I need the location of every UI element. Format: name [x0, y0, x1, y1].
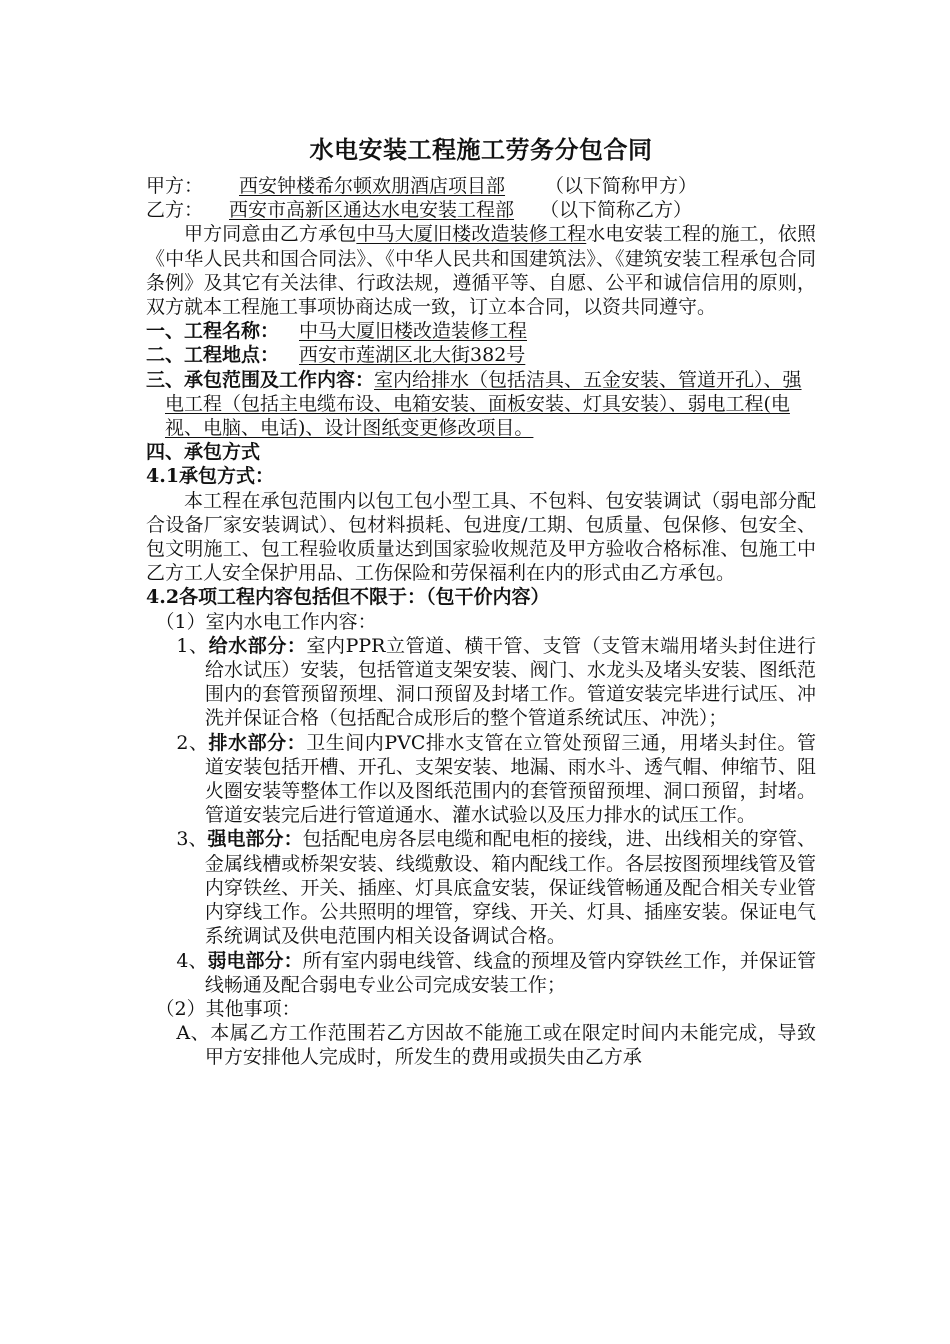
item-1-text: 室内PPR立管道、横干管、支管（支管末端用堵头封住进行给水试压）安装，包括管道支架安装、阀门、水龙头及堵头安装、图纸范围内的套管预留预埋、洞口预留及封堵工作。管道安装完毕进行试压、冲洗并保证合格（包括配合成形后的整个管道系统试压、冲洗）；: [204, 634, 816, 730]
section-2-line: [146, 343, 816, 367]
item-1-head: 给水部分：: [208, 634, 307, 657]
contract-page: [146, 128, 816, 1070]
item-2-head: 排水部分：: [208, 731, 307, 754]
party-a-name: 西安钟楼希尔顿欢朋酒店项目部: [239, 175, 506, 197]
party-b-name-underline: [203, 199, 540, 221]
item-drainage: [146, 731, 816, 828]
section-2-label: 二、工程地点：: [146, 344, 280, 367]
item-1-num: 1、: [176, 634, 209, 657]
section-3: [146, 368, 816, 441]
item-4-text: 所有室内弱电线管、线盒的预埋及管内穿铁丝工作，并保证管线畅通及配合弱电专业公司完成安装工作；: [204, 949, 816, 996]
section-4-heading: 四、承包方式: [146, 441, 261, 464]
section-4-2-heading: 4.2各项工程内容包括但不限于：（包干价内容）: [146, 586, 550, 609]
item-a-num: A、: [176, 1022, 211, 1045]
item-water-supply: [146, 634, 816, 731]
party-a-label: 甲方：: [146, 175, 204, 197]
section-3-value: 室内给排水（包括洁具、五金安装、管道开孔）、强电工程（包括主电缆布设、电箱安装、面板安装、灯具安装）、弱电工程(电视、电脑、电话)、设计图纸变更修改项目。: [165, 368, 802, 440]
party-b-suffix: （以下简称乙方）: [540, 199, 693, 222]
section-1-value: 中马大厦旧楼改造装修工程: [299, 320, 528, 343]
intro-project: 中马大厦旧楼改造装修工程: [356, 223, 587, 246]
item-2-text: 卫生间内PVC排水支管在立管处预留三通，用堵头封住。管道安装包括开槽、开孔、支架安装、地漏、雨水斗、透气帽、伸缩节、阻火圈安装等整体工作以及图纸范围内的套管预留预埋、洞口预留，封堵。管道安装完后进行管道通水、灌水试验以及压力排水的试压工作。: [204, 731, 816, 827]
subsection-1-heading: （1）室内水电工作内容：: [155, 610, 377, 633]
item-3-head: 强电部分：: [207, 828, 303, 851]
section-1-line: [146, 319, 816, 343]
section-2-value-underline: [279, 344, 591, 366]
party-a-line: [146, 174, 816, 198]
section-1-value-underline: [279, 320, 571, 342]
item-weak-current: [146, 949, 816, 997]
party-b-label: 乙方：: [146, 199, 204, 222]
section-3-label: 三、承包范围及工作内容：: [146, 368, 375, 391]
party-b-name: 西安市高新区通达水电安装工程部: [229, 199, 515, 222]
section-4-1-heading: 4.1承包方式：: [146, 465, 275, 488]
item-3-text: 包括配电房各层电缆和配电柜的接线，进、出线相关的穿管、金属线槽或桥架安装、线缆敷设、箱内配线工作。各层按图预埋线管及管内穿铁丝、开关、插座、灯具底盒安装，保证线管畅通及配合相关专业管内穿线工作。公共照明的埋管，穿线、开关、灯具、插座安装。保证电气系统调试及供电范围内相关设备调试合格。: [204, 828, 816, 948]
item-2-num: 2、: [176, 731, 209, 754]
section-2-value: 西安市莲湖区北大街382号: [299, 344, 526, 367]
intro-post: 水电安装工程的施工，依照《中华人民共和国合同法》、《中华人民共和国建筑法》、《建筑安装工程承包合同条例》及其它有关法律、行政法规，遵循平等、自愿、公平和诚信信用的原则，双方就本工程施工事项协商达成一致，订立本合同，以资共同遵守。: [146, 223, 816, 319]
party-b-line: [146, 198, 816, 222]
item-3-num: 3、: [176, 828, 208, 851]
item-a: [146, 1021, 816, 1069]
item-4-head: 弱电部分：: [207, 949, 303, 972]
item-4-num: 4、: [176, 949, 208, 972]
subsection-2-heading: （2）其他事项：: [155, 997, 301, 1020]
item-strong-current: [146, 827, 816, 948]
section-4-1-text: 本工程在承包范围内以包工包小型工具、不包料、包安装调试（弱电部分配合设备厂家安装调试）、包材料损耗、包进度/工期、包质量、包保修、包安全、包文明施工、包工程验收质量达到国家验收规范及甲方验收合格标准、包施工中乙方工人安全保护用品、工伤保险和劳保福利在内的形式由乙方承包。: [146, 489, 816, 585]
party-a-suffix: （以下简称甲方）: [545, 175, 698, 197]
section-1-label: 一、工程名称：: [146, 320, 280, 343]
party-a-name-underline: [203, 175, 545, 197]
intro-paragraph: [146, 222, 816, 319]
document-title: 水电安装工程施工劳务分包合同: [309, 135, 653, 164]
intro-pre: 甲方同意由乙方承包: [184, 223, 357, 246]
item-a-text: 本属乙方工作范围若乙方因故不能施工或在限定时间内未能完成，导致甲方安排他人完成时，所发生的费用或损失由乙方承: [204, 1022, 816, 1069]
